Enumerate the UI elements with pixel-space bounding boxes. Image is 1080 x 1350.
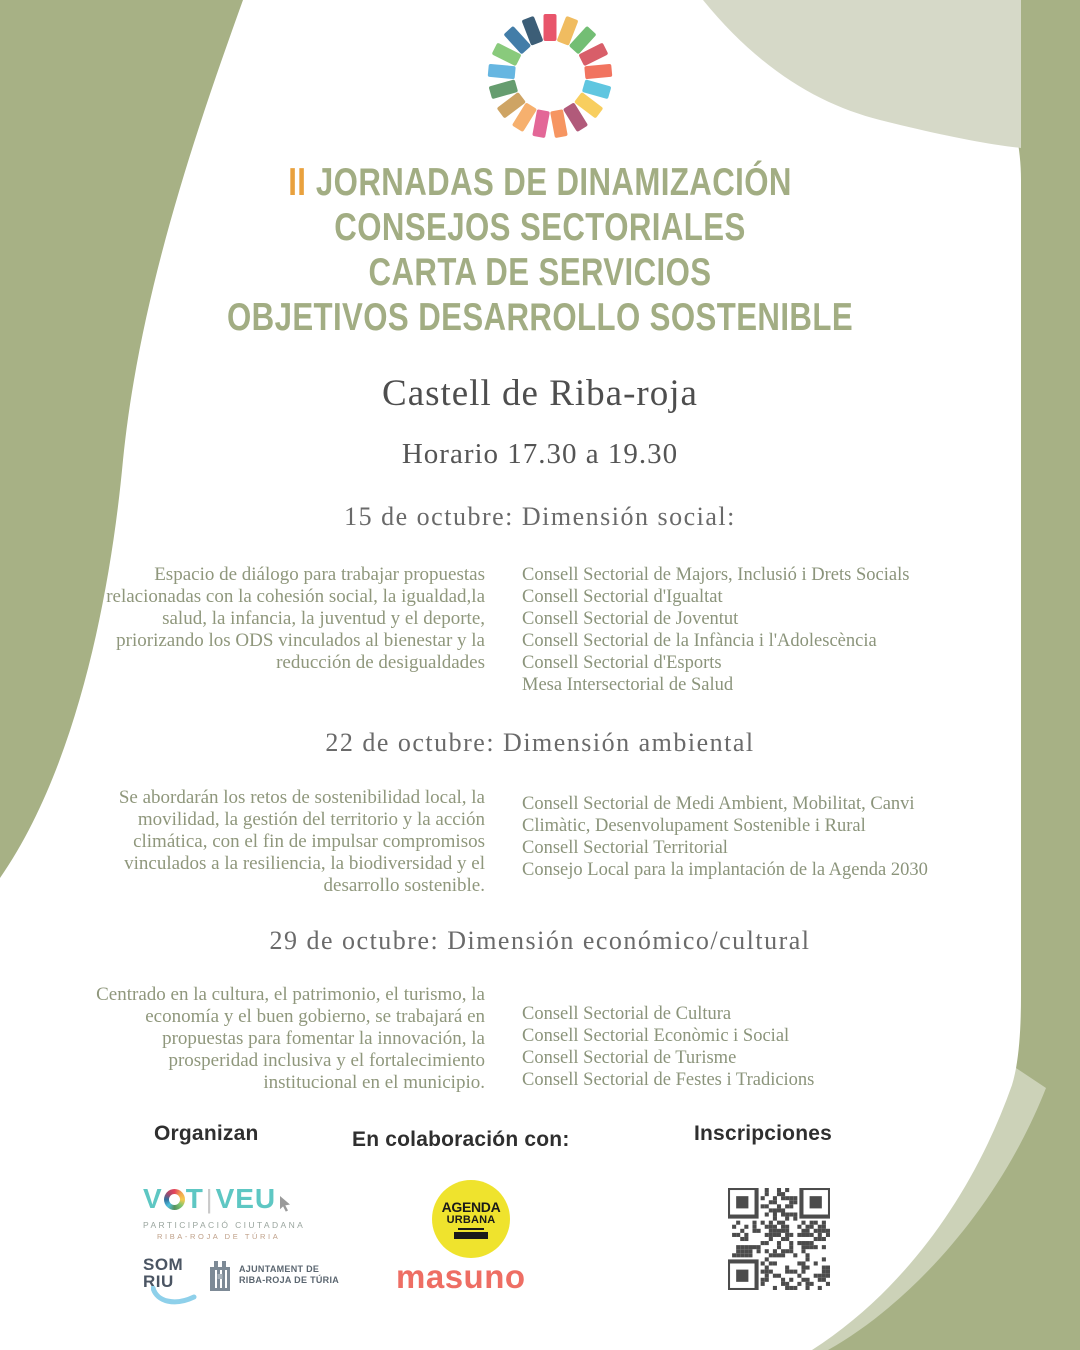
inscriptions-label: Inscripciones <box>694 1122 832 1145</box>
votiveu-subtitle-1: PARTICIPACIÓ CIUTADANA <box>143 1220 306 1230</box>
organizers-label: Organizan <box>154 1122 259 1145</box>
agenda-urbana-logo <box>432 1180 510 1258</box>
ajuntament-logo <box>208 1258 339 1294</box>
session-2-council-list <box>522 793 962 881</box>
venue: Castell de Riba-roja <box>382 373 698 414</box>
council-item: Consell Sectorial Econòmic i Social <box>522 1026 790 1046</box>
council-item: Consell Sectorial d'Igualtat <box>522 587 723 607</box>
session-1-description: Espacio de diálogo para trabajar propuestas relacionadas con la cohesión social, la igualdad,la salud, la infancia, la juventud y el deporte, priorizando los ODS vinculados al bienestar y la reducción de desigualdades <box>106 564 485 673</box>
council-item: Consell Sectorial de Medi Ambient, Mobilitat, Canvi Climàtic, Desenvolupament Sostenible i Rural <box>522 794 915 836</box>
council-item: Consell Sectorial de Turisme <box>522 1048 737 1068</box>
votiveu-sdg-o-icon <box>164 1189 185 1210</box>
edition-numeral: II <box>288 161 307 204</box>
session-1-heading: 15 de octubre: Dimensión social: <box>344 502 736 531</box>
council-item: Consell Sectorial de la Infància i l'Adolescència <box>522 631 877 651</box>
masuno-logo: masuno <box>396 1258 526 1295</box>
votiveu-veu: VEU <box>215 1183 277 1214</box>
agenda-urbana-black-bar <box>454 1232 488 1239</box>
somriu-logo <box>143 1256 203 1313</box>
inscription-qr-code <box>728 1188 830 1290</box>
agenda-urbana-thin-bar <box>458 1228 484 1230</box>
session-3-description: Centrado en la cultura, el patrimonio, el turismo, la economía y el buen gobierno, se trabajará en propuestas para fomentar la innovación, la prosperidad inclusiva y el fortalecimiento institucional en el municipio. <box>96 984 485 1093</box>
hand-cursor-icon <box>279 1196 293 1212</box>
title-line-1-text: JORNADAS DE DINAMIZACIÓN <box>315 161 792 204</box>
agenda-urbana-line-2: URBANA <box>446 1214 496 1226</box>
schedule: Horario 17.30 a 19.30 <box>401 438 679 470</box>
title-line-1 <box>108 160 972 205</box>
qr-pattern <box>728 1188 830 1290</box>
session-2-heading: 22 de octubre: Dimensión ambiental <box>325 728 755 757</box>
ajuntament-line-2: RIBA-ROJA DE TÚRIA <box>239 1275 340 1285</box>
council-item: Consell Sectorial Territorial <box>522 838 728 858</box>
council-item: Consell Sectorial de Joventut <box>522 609 739 629</box>
council-item: Consell Sectorial de Majors, Inclusió i Drets Socials <box>522 565 910 585</box>
votiveu-subtitle-2: RIBA-ROJA DE TÚRIA <box>157 1232 281 1241</box>
collaboration-label: En colaboración con: <box>352 1128 570 1151</box>
session-2-description: Se abordarán los retos de sostenibilidad local, la movilidad, la gestión del territorio y la acción climática, con el fin de impulsar compromisos vinculados a la resiliencia, la biodiversidad y el desarrollo sostenible. <box>118 787 485 896</box>
poster-title <box>108 160 972 340</box>
ajuntament-line-1: AJUNTAMENT DE <box>239 1264 320 1274</box>
agenda-urbana-line-1: AGENDA <box>441 1199 501 1215</box>
castle-shield-icon <box>208 1258 232 1294</box>
title-line-3: CARTA DE SERVICIOS <box>368 251 712 294</box>
council-item: Consell Sectorial de Cultura <box>522 1004 732 1024</box>
session-3-council-list <box>522 1003 962 1091</box>
council-item: Mesa Intersectorial de Salud <box>522 675 734 695</box>
votiveu-wordmark <box>143 1183 333 1215</box>
votiveu-t: T <box>185 1183 204 1214</box>
somriu-line-1: SOM <box>143 1255 184 1274</box>
session-3-heading: 29 de octubre: Dimensión económico/cultural <box>269 926 811 955</box>
council-item: Consejo Local para la implantación de la Agenda 2030 <box>522 860 928 880</box>
votiveu-logo <box>143 1183 333 1241</box>
council-item: Consell Sectorial de Festes i Tradicions <box>522 1070 815 1090</box>
title-line-4: OBJETIVOS DESARROLLO SOSTENIBLE <box>226 296 854 339</box>
votiveu-divider: | <box>205 1183 214 1214</box>
somriu-line-2: RIU <box>143 1272 174 1291</box>
council-item: Consell Sectorial d'Esports <box>522 653 722 673</box>
session-1-council-list <box>522 564 962 696</box>
sdg-wheel-logo <box>480 6 620 146</box>
title-line-2: CONSEJOS SECTORIALES <box>334 206 746 249</box>
somriu-swoosh-icon <box>151 1286 197 1308</box>
ajuntament-text <box>239 1264 339 1286</box>
votiveu-v: V <box>143 1183 163 1214</box>
